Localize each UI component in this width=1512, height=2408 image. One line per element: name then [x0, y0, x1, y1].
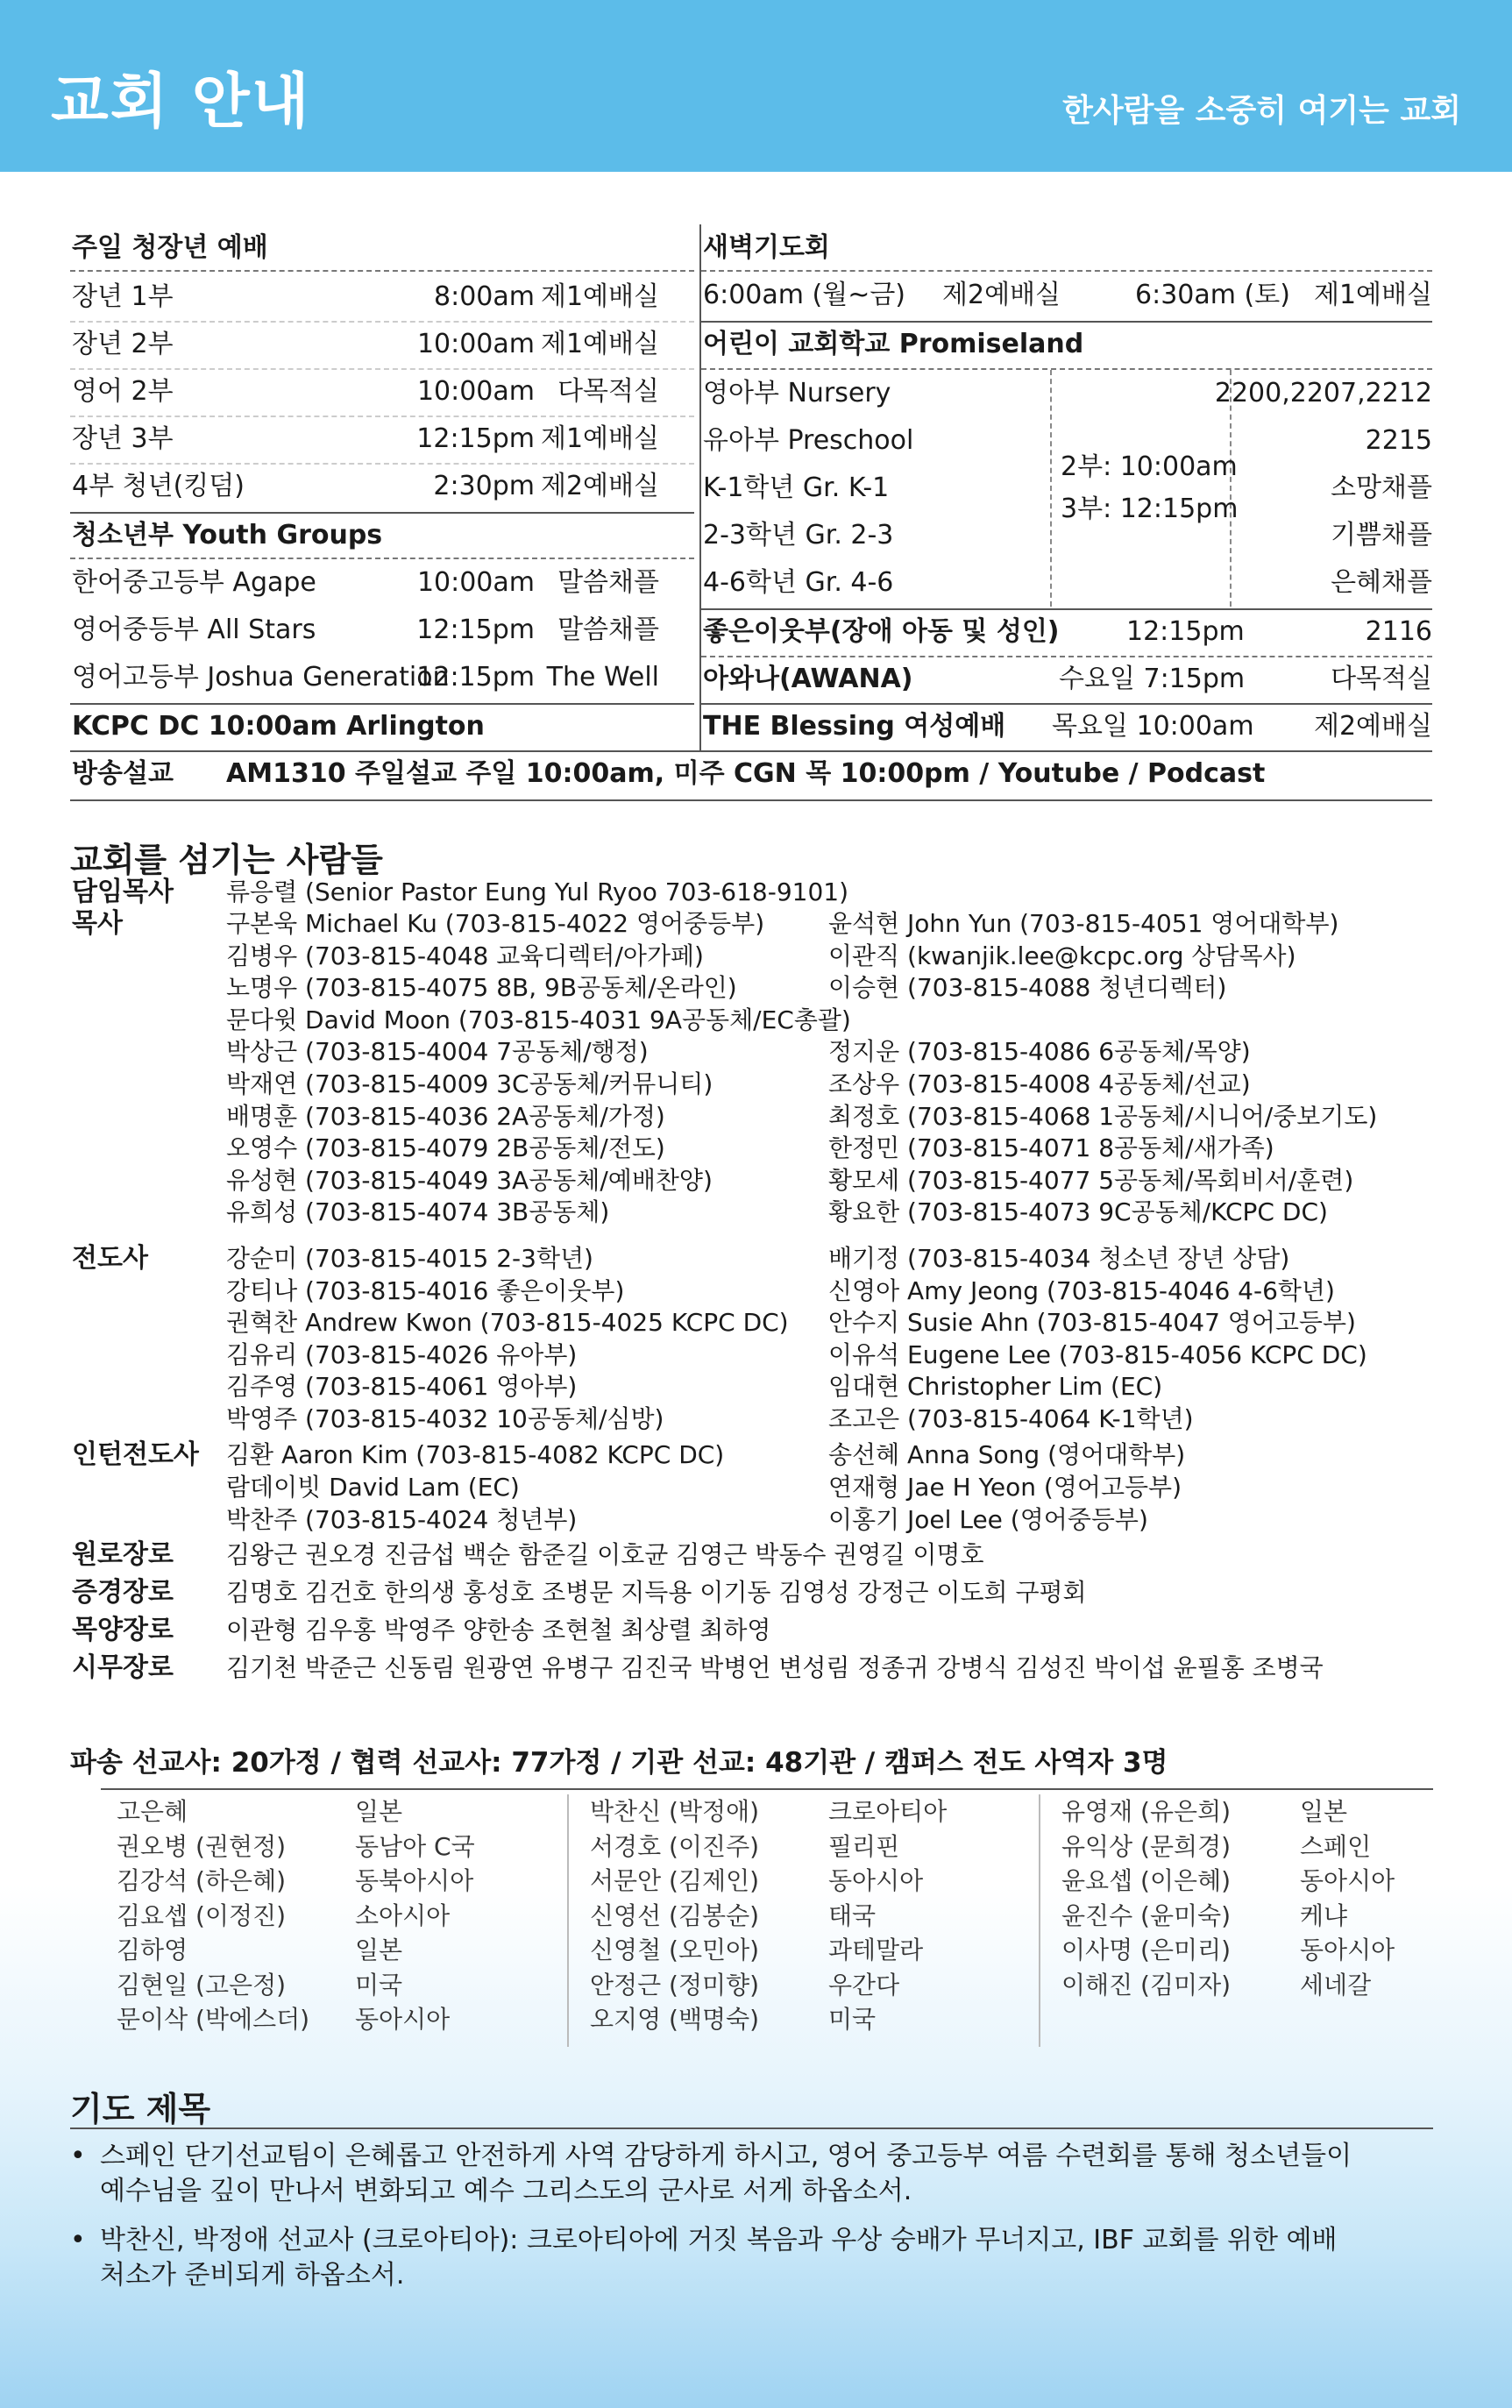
- youth-group-name: 영어중등부 All Stars: [72, 614, 316, 645]
- pastor-entry: 이승현 (703-815-4088 청년디렉터): [828, 973, 1227, 1003]
- page-header: [0, 0, 1512, 172]
- pastor-entry: 윤석현 John Yun (703-815-4051 영어대학부): [828, 909, 1339, 938]
- elder-group-label: 시무장로: [72, 1652, 174, 1683]
- intern-entry: 박찬주 (703-815-4024 청년부): [226, 1505, 578, 1534]
- pastor-entry: 한정민 (703-815-4071 8공동체/새가족): [828, 1133, 1274, 1163]
- youth-group-time: 12:15pm: [416, 662, 535, 693]
- service-time: 10:00am: [416, 329, 535, 359]
- missionary-name: 신영선 (김봉순): [590, 1900, 760, 1930]
- missionary-country: 동아시아: [1300, 1936, 1395, 1964]
- missionary-name: 서문안 (김제인): [590, 1866, 760, 1895]
- evangelist-entry: 조고은 (703-815-4064 K-1학년): [828, 1404, 1194, 1433]
- pastor-entry: 유성현 (703-815-4049 3A공동체/예배찬양): [226, 1165, 713, 1195]
- awana-time: 수요일 7:15pm: [1059, 664, 1246, 694]
- pastor-entry: 구본욱 Michael Ku (703-815-4022 영어중등부): [226, 909, 765, 938]
- evangelist-entry: 권혁찬 Andrew Kwon (703-815-4025 KCPC DC): [226, 1308, 789, 1338]
- evangelist-entry: 김유리 (703-815-4026 유아부): [226, 1339, 578, 1369]
- service-place: 다목적실: [557, 376, 659, 407]
- kids-second-service-time: 2부: 10:00am: [1061, 451, 1238, 482]
- church-tagline: 한사람을 소중히 여기는 교회: [1062, 93, 1461, 129]
- elder-names: 김왕근 권오경 진금섭 백순 함준길 이호균 김영근 박동수 권영길 이명호: [226, 1540, 984, 1569]
- pastor-entry: 박상근 (703-815-4004 7공동체/행정): [226, 1037, 649, 1067]
- elder-group-label: 원로장로: [72, 1539, 174, 1570]
- missionary-name: 윤요셉 (이은혜): [1061, 1866, 1232, 1895]
- missionary-country: 세네갈: [1300, 1970, 1372, 2000]
- missionary-country: 스페인: [1300, 1831, 1372, 1861]
- service-time: 12:15pm: [416, 423, 535, 454]
- awana-room: 다목적실: [1331, 664, 1432, 694]
- missionary-country: 동아시아: [355, 2005, 451, 2034]
- pastor-entry: 문다윗 David Moon (703-815-4031 9A공동체/EC총괄): [226, 1005, 851, 1034]
- awana-name: 아와나(AWANA): [703, 664, 913, 694]
- missionary-country: 동아시아: [828, 1866, 924, 1895]
- good-neighbor-name: 좋은이웃부(장애 아동 및 성인): [703, 616, 1060, 647]
- staff-section-title: 교회를 섬기는 사람들: [70, 841, 383, 879]
- pastor-entry: 김병우 (703-815-4048 교육디렉터/아가페): [226, 941, 704, 970]
- pastor-label: 목사: [72, 908, 123, 939]
- missionary-country: 미국: [828, 2005, 877, 2034]
- missionary-name: 이사명 (은미리): [1061, 1936, 1232, 1964]
- pastor-entry: 박재연 (703-815-4009 3C공동체/커뮤니티): [226, 1069, 713, 1098]
- kids-class-name: K-1학년 Gr. K-1: [703, 472, 890, 503]
- intern-evangelist-label: 인턴전도사: [72, 1439, 199, 1470]
- kids-class-room: 2215: [1365, 425, 1432, 456]
- kids-class-room: 소망채플: [1331, 472, 1432, 503]
- missionary-country: 필리핀: [828, 1831, 900, 1861]
- evangelist-entry: 배기정 (703-815-4034 청소년 장년 상담): [828, 1244, 1290, 1273]
- pastor-entry: 황모세 (703-815-4077 5공동체/목회비서/훈련): [828, 1165, 1354, 1195]
- service-name: 장년 2부: [72, 329, 174, 359]
- senior-pastor: 류응렬 (Senior Pastor Eung Yul Ryoo 703-618-9101): [226, 877, 849, 906]
- broadcast-info: AM1310 주일설교 주일 10:00am, 미주 CGN 목 10:00pm / Youtube / Podcast: [226, 758, 1266, 789]
- bullet-icon: •: [70, 2141, 86, 2171]
- evangelist-entry: 이유석 Eugene Lee (703-815-4056 KCPC DC): [828, 1339, 1367, 1369]
- prayer-text: 박찬신, 박정애 선교사 (크로아티아): 크로아티아에 거짓 복음과 우상 숭배가 무너지고, IBF 교회를 위한 예배 처소가 준비되게 하옵소서.: [100, 2225, 1338, 2291]
- service-place: 제1예배실: [540, 423, 659, 454]
- sunday-worship-heading: 주일 청장년 예배: [72, 232, 268, 263]
- pastor-entry: 황요한 (703-815-4073 9C공동체/KCPC DC): [828, 1197, 1328, 1227]
- missionary-country: 과테말라: [828, 1936, 924, 1964]
- pastor-entry: 유희성 (703-815-4074 3B공동체): [226, 1197, 610, 1227]
- evangelist-entry: 안수지 Susie Ahn (703-815-4047 영어고등부): [828, 1308, 1356, 1338]
- evangelist-label: 전도사: [72, 1243, 148, 1274]
- blessing-time: 목요일 10:00am: [1052, 711, 1254, 742]
- good-neighbor-room: 2116: [1365, 616, 1432, 647]
- missionary-country: 태국: [828, 1900, 877, 1930]
- missionary-name: 윤진수 (윤미숙): [1061, 1900, 1232, 1930]
- missionary-name: 유영재 (유은희): [1061, 1797, 1232, 1826]
- pastor-entry: 조상우 (703-815-4008 4공동체/선교): [828, 1069, 1251, 1098]
- kids-class-name: 2-3학년 Gr. 2-3: [703, 520, 894, 551]
- missionary-country: 일본: [355, 1797, 403, 1826]
- missionary-name: 박찬신 (박정애): [590, 1797, 760, 1826]
- missionary-name: 고은혜: [117, 1797, 188, 1826]
- youth-groups-heading: 청소년부 Youth Groups: [72, 520, 383, 551]
- intern-entry: 연재형 Jae H Yeon (영어고등부): [828, 1473, 1182, 1502]
- dawn-prayer-heading: 새벽기도회: [703, 232, 830, 263]
- missionary-name: 권오병 (권현정): [117, 1831, 287, 1861]
- missionary-country: 소아시아: [355, 1900, 451, 1930]
- elder-group-label: 목양장로: [72, 1615, 174, 1645]
- service-time: 8:00am: [434, 281, 535, 312]
- service-time: 2:30pm: [433, 471, 535, 501]
- dawn-saturday-time: 6:30am (토): [1135, 280, 1290, 310]
- missionary-country: 동남아 C국: [355, 1831, 475, 1861]
- evangelist-entry: 강티나 (703-815-4016 좋은이웃부): [226, 1275, 625, 1305]
- pastor-entry: 오영수 (703-815-4079 2B공동체/전도): [226, 1133, 665, 1163]
- missionary-country: 우간다: [828, 1970, 900, 2000]
- elder-group-label: 증경장로: [72, 1577, 174, 1608]
- missionary-name: 김현일 (고은정): [117, 1970, 287, 2000]
- missionary-country: 동아시아: [1300, 1866, 1395, 1895]
- prayer-text: 스페인 단기선교팀이 은혜롭고 안전하게 사역 감당하게 하시고, 영어 중고등부 여름 수련회를 통해 청소년들이 예수님을 깊이 만나서 변화되고 예수 그리스도의 군사로 서게 하옵소서.: [100, 2141, 1352, 2206]
- blessing-room: 제2예배실: [1313, 711, 1432, 742]
- evangelist-entry: 박영주 (703-815-4032 10공동체/심방): [226, 1404, 664, 1433]
- bullet-icon: •: [70, 2225, 86, 2255]
- evangelist-entry: 임대현 Christopher Lim (EC): [828, 1372, 1163, 1402]
- kids-class-name: 유아부 Preschool: [703, 425, 914, 456]
- evangelist-entry: 신영아 Amy Jeong (703-815-4046 4-6학년): [828, 1275, 1335, 1305]
- kids-school-heading: 어린이 교회학교 Promiseland: [703, 329, 1084, 359]
- senior-pastor-label: 담임목사: [72, 877, 174, 907]
- youth-group-place: 말씀채플: [557, 614, 659, 645]
- missionary-name: 서경호 (이진주): [590, 1831, 760, 1861]
- kids-class-room: 은혜채플: [1331, 567, 1432, 598]
- dawn-weekday-place: 제2예배실: [942, 280, 1061, 310]
- service-name: 장년 1부: [72, 281, 174, 312]
- missionary-name: 김하영: [117, 1936, 188, 1964]
- intern-entry: 이홍기 Joel Lee (영어중등부): [828, 1505, 1148, 1534]
- pastor-entry: 정지운 (703-815-4086 6공동체/목양): [828, 1037, 1251, 1067]
- service-place: 제1예배실: [540, 281, 659, 312]
- kids-class-name: 영아부 Nursery: [703, 378, 891, 408]
- youth-group-name: 한어중고등부 Agape: [72, 567, 316, 598]
- elder-names: 김명호 김건호 한의생 홍성호 조병문 지득용 이기동 김영성 강정근 이도희 구평회: [226, 1578, 1087, 1607]
- missionary-name: 유익상 (문희경): [1061, 1831, 1232, 1861]
- missionary-name: 신영철 (오민아): [590, 1936, 760, 1964]
- missionary-country: 케냐: [1300, 1900, 1348, 1930]
- prayer-section-title: 기도 제목: [70, 2090, 211, 2128]
- broadcast-label: 방송설교: [72, 758, 174, 789]
- youth-group-time: 12:15pm: [416, 614, 535, 645]
- kids-class-room: 기쁨채플: [1331, 520, 1432, 551]
- kcpc-dc-service: KCPC DC 10:00am Arlington: [72, 711, 485, 742]
- missionary-country: 일본: [1300, 1797, 1348, 1826]
- youth-group-place: The Well: [546, 662, 659, 693]
- missionary-name: 안정근 (정미향): [590, 1970, 760, 2000]
- blessing-name: THE Blessing 여성예배: [703, 711, 1006, 742]
- elder-names: 이관형 김우홍 박영주 양한송 조현철 최상렬 최하영: [226, 1616, 771, 1644]
- youth-group-time: 10:00am: [416, 567, 535, 598]
- intern-entry: 람데이빗 David Lam (EC): [226, 1473, 520, 1502]
- intern-entry: 김환 Aaron Kim (703-815-4082 KCPC DC): [226, 1440, 725, 1469]
- evangelist-entry: 김주영 (703-815-4061 영아부): [226, 1372, 578, 1402]
- missionary-country: 일본: [355, 1936, 403, 1964]
- missionary-country: 동북아시아: [355, 1866, 474, 1895]
- missions-summary: 파송 선교사: 20가정 / 협력 선교사: 77가정 / 기관 선교: 48기관 / 캠퍼스 전도 사역자 3명: [70, 1747, 1168, 1779]
- pastor-entry: 최정호 (703-815-4068 1공동체/시니어/중보기도): [828, 1101, 1378, 1131]
- service-time: 10:00am: [416, 376, 535, 407]
- missionary-name: 문이삭 (박에스더): [117, 2005, 310, 2034]
- missionary-name: 이해진 (김미자): [1061, 1970, 1232, 2000]
- pastor-entry: 노명우 (703-815-4075 8B, 9B공동체/온라인): [226, 973, 737, 1003]
- service-place: 제2예배실: [540, 471, 659, 501]
- kids-third-service-time: 3부: 12:15pm: [1061, 494, 1239, 524]
- dawn-weekday-time: 6:00am (월~금): [703, 280, 906, 310]
- youth-group-name: 영어고등부 Joshua Generation: [72, 662, 450, 693]
- pastor-entry: 배명훈 (703-815-4036 2A공동체/가정): [226, 1101, 665, 1131]
- kids-class-room: 2200,2207,2212: [1214, 378, 1432, 408]
- service-place: 제1예배실: [540, 329, 659, 359]
- pastor-entry: 이관직 (kwanjik.lee@kcpc.org 상담목사): [828, 941, 1296, 970]
- kids-class-name: 4-6학년 Gr. 4-6: [703, 567, 894, 598]
- missionary-name: 김강석 (하은혜): [117, 1866, 287, 1895]
- missionary-name: 오지영 (백명숙): [590, 2005, 760, 2034]
- youth-group-place: 말씀채플: [557, 567, 659, 598]
- service-name: 4부 청년(킹덤): [72, 471, 245, 501]
- intern-entry: 송선혜 Anna Song (영어대학부): [828, 1440, 1186, 1469]
- missionary-country: 크로아티아: [828, 1797, 948, 1826]
- missionary-country: 미국: [355, 1970, 403, 2000]
- dawn-saturday-place: 제1예배실: [1313, 280, 1432, 310]
- service-name: 영어 2부: [72, 376, 174, 407]
- page-title: 교회 안내: [51, 67, 311, 137]
- elder-names: 김기천 박준근 신동림 원광연 유병구 김진국 박병언 변성림 정종귀 강병식 김성진 박이섭 윤필홍 조병국: [226, 1653, 1324, 1682]
- good-neighbor-time: 12:15pm: [1126, 616, 1245, 647]
- service-name: 장년 3부: [72, 423, 174, 454]
- missionary-name: 김요셉 (이정진): [117, 1900, 287, 1930]
- evangelist-entry: 강순미 (703-815-4015 2-3학년): [226, 1244, 593, 1273]
